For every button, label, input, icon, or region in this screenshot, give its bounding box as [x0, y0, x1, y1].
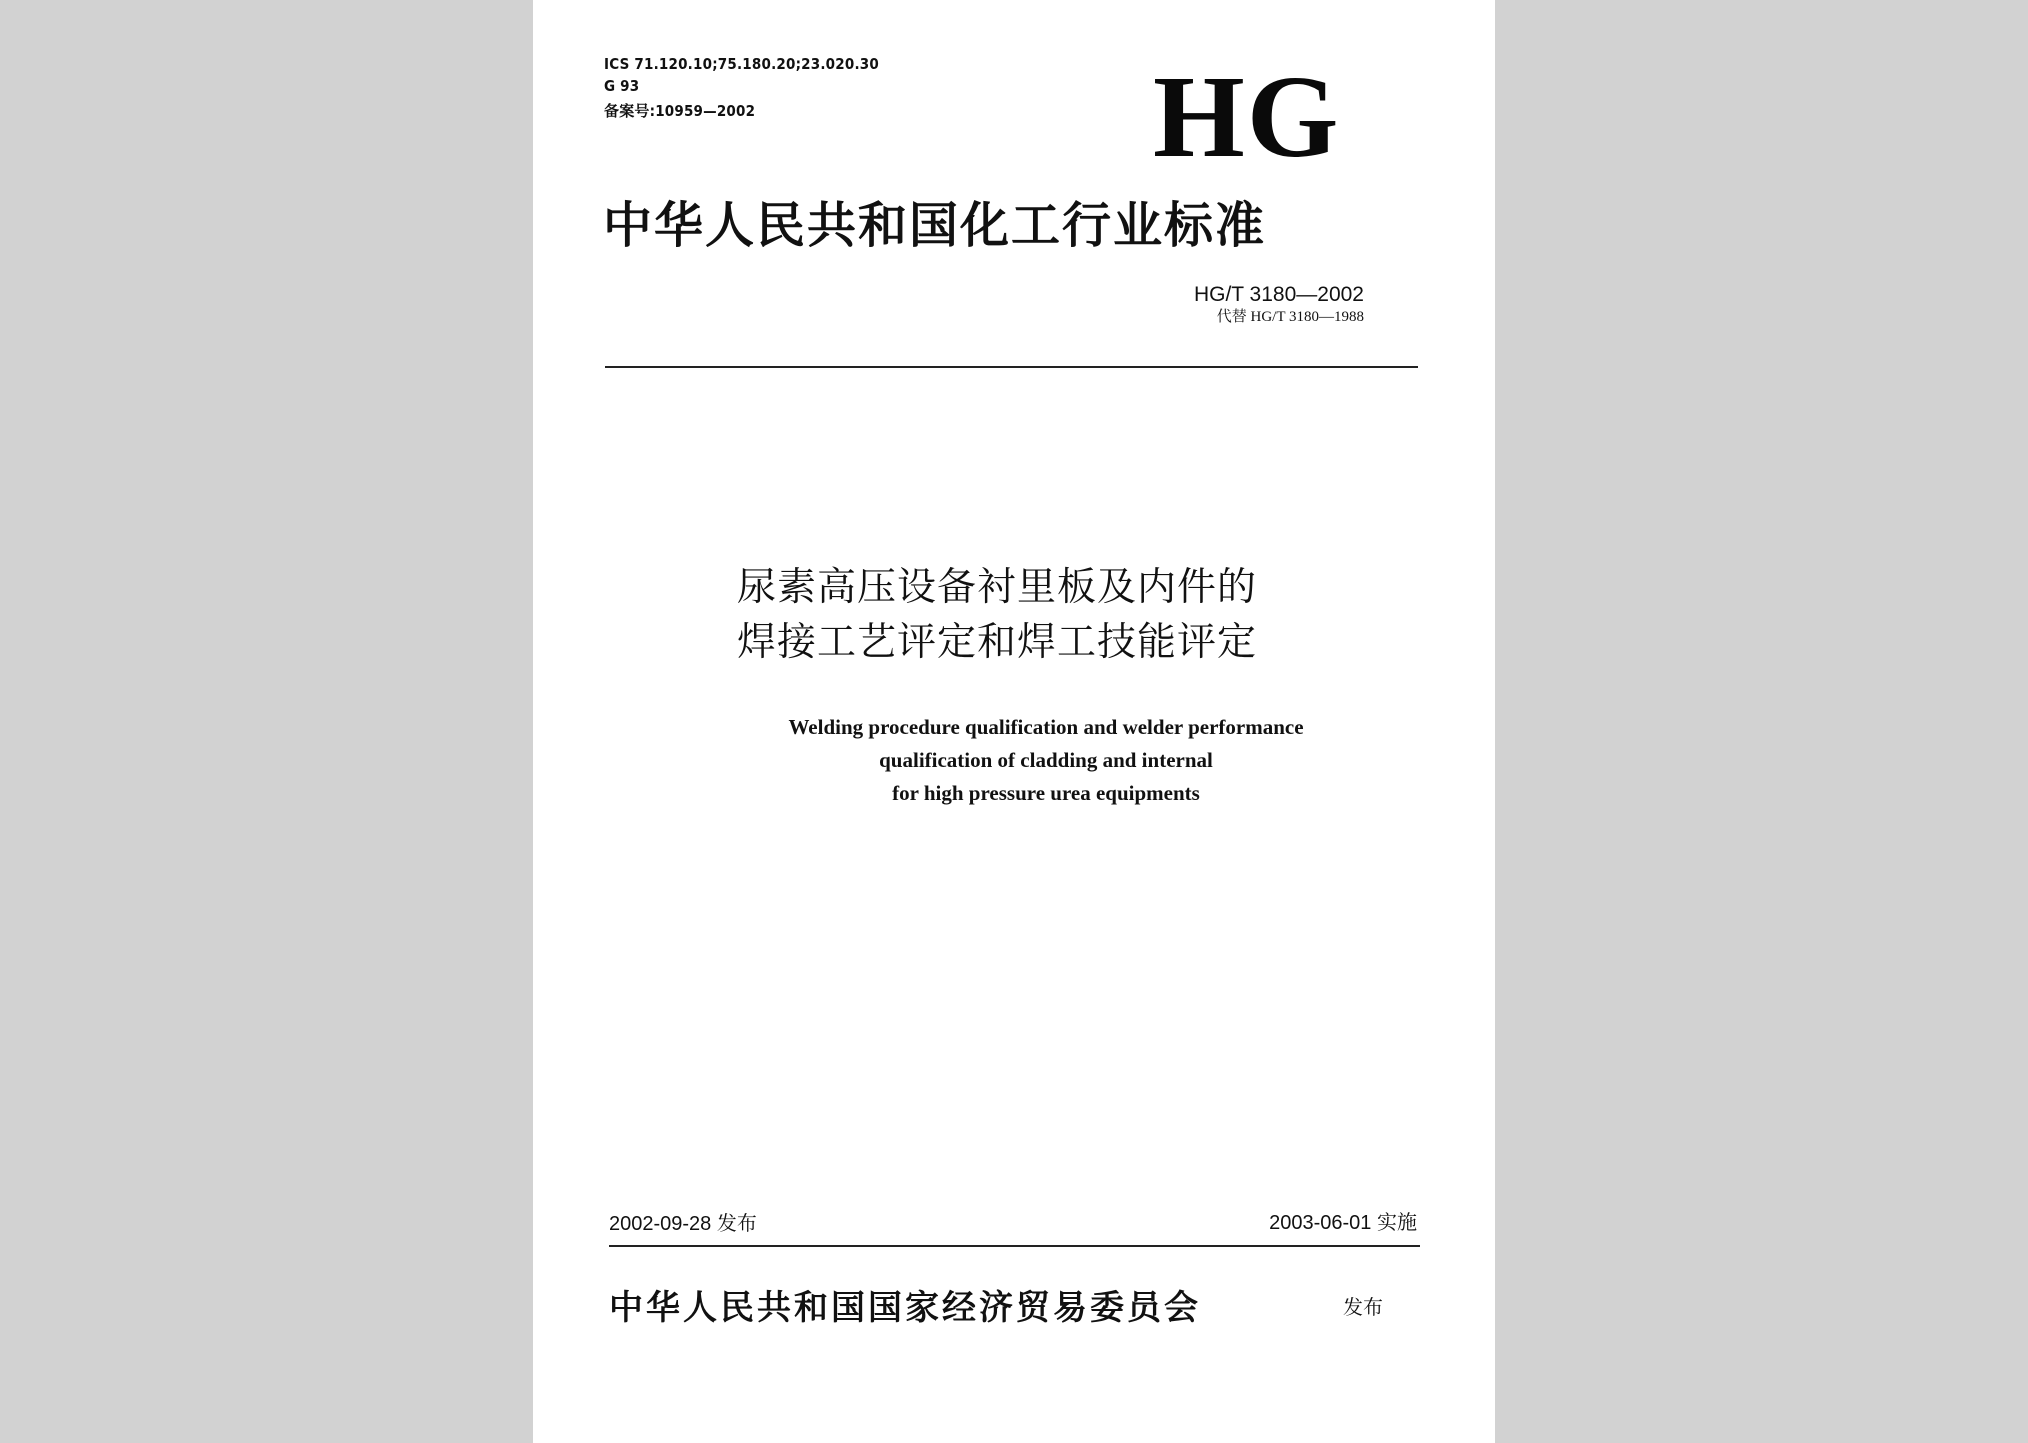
- standard-category-title: 中华人民共和国化工行业标准: [603, 197, 1267, 254]
- title-cn-line-1: 尿素高压设备衬里板及内件的: [736, 565, 1257, 610]
- record-number: 备案号:10959—2002: [604, 102, 756, 120]
- replaces-standard: 代替 HG/T 3180—1988: [1216, 309, 1364, 325]
- hg-logo: HG: [1153, 51, 1341, 182]
- title-en-line-3: for high pressure urea equipments: [892, 781, 1200, 805]
- title-en-line-2: qualification of cladding and internal: [879, 748, 1213, 772]
- bottom-divider: [609, 1245, 1420, 1247]
- issuing-authority-suffix: 发布: [1343, 1295, 1383, 1319]
- title-cn-line-2: 焊接工艺评定和焊工技能评定: [736, 620, 1257, 665]
- implementation-date: 2003-06-01 实施: [1269, 1212, 1417, 1234]
- document-page: [533, 0, 1495, 1443]
- issuing-authority: 中华人民共和国国家经济贸易委员会: [609, 1288, 1201, 1328]
- classification-code: G 93: [604, 77, 640, 95]
- top-divider: [605, 366, 1418, 368]
- ics-code: ICS 71.120.10;75.180.20;23.020.30: [604, 55, 879, 73]
- standard-number: HG/T 3180—2002: [1193, 283, 1364, 306]
- issue-date: 2002-09-28 发布: [609, 1213, 757, 1235]
- title-en-line-1: Welding procedure qualification and welder performance: [788, 715, 1304, 739]
